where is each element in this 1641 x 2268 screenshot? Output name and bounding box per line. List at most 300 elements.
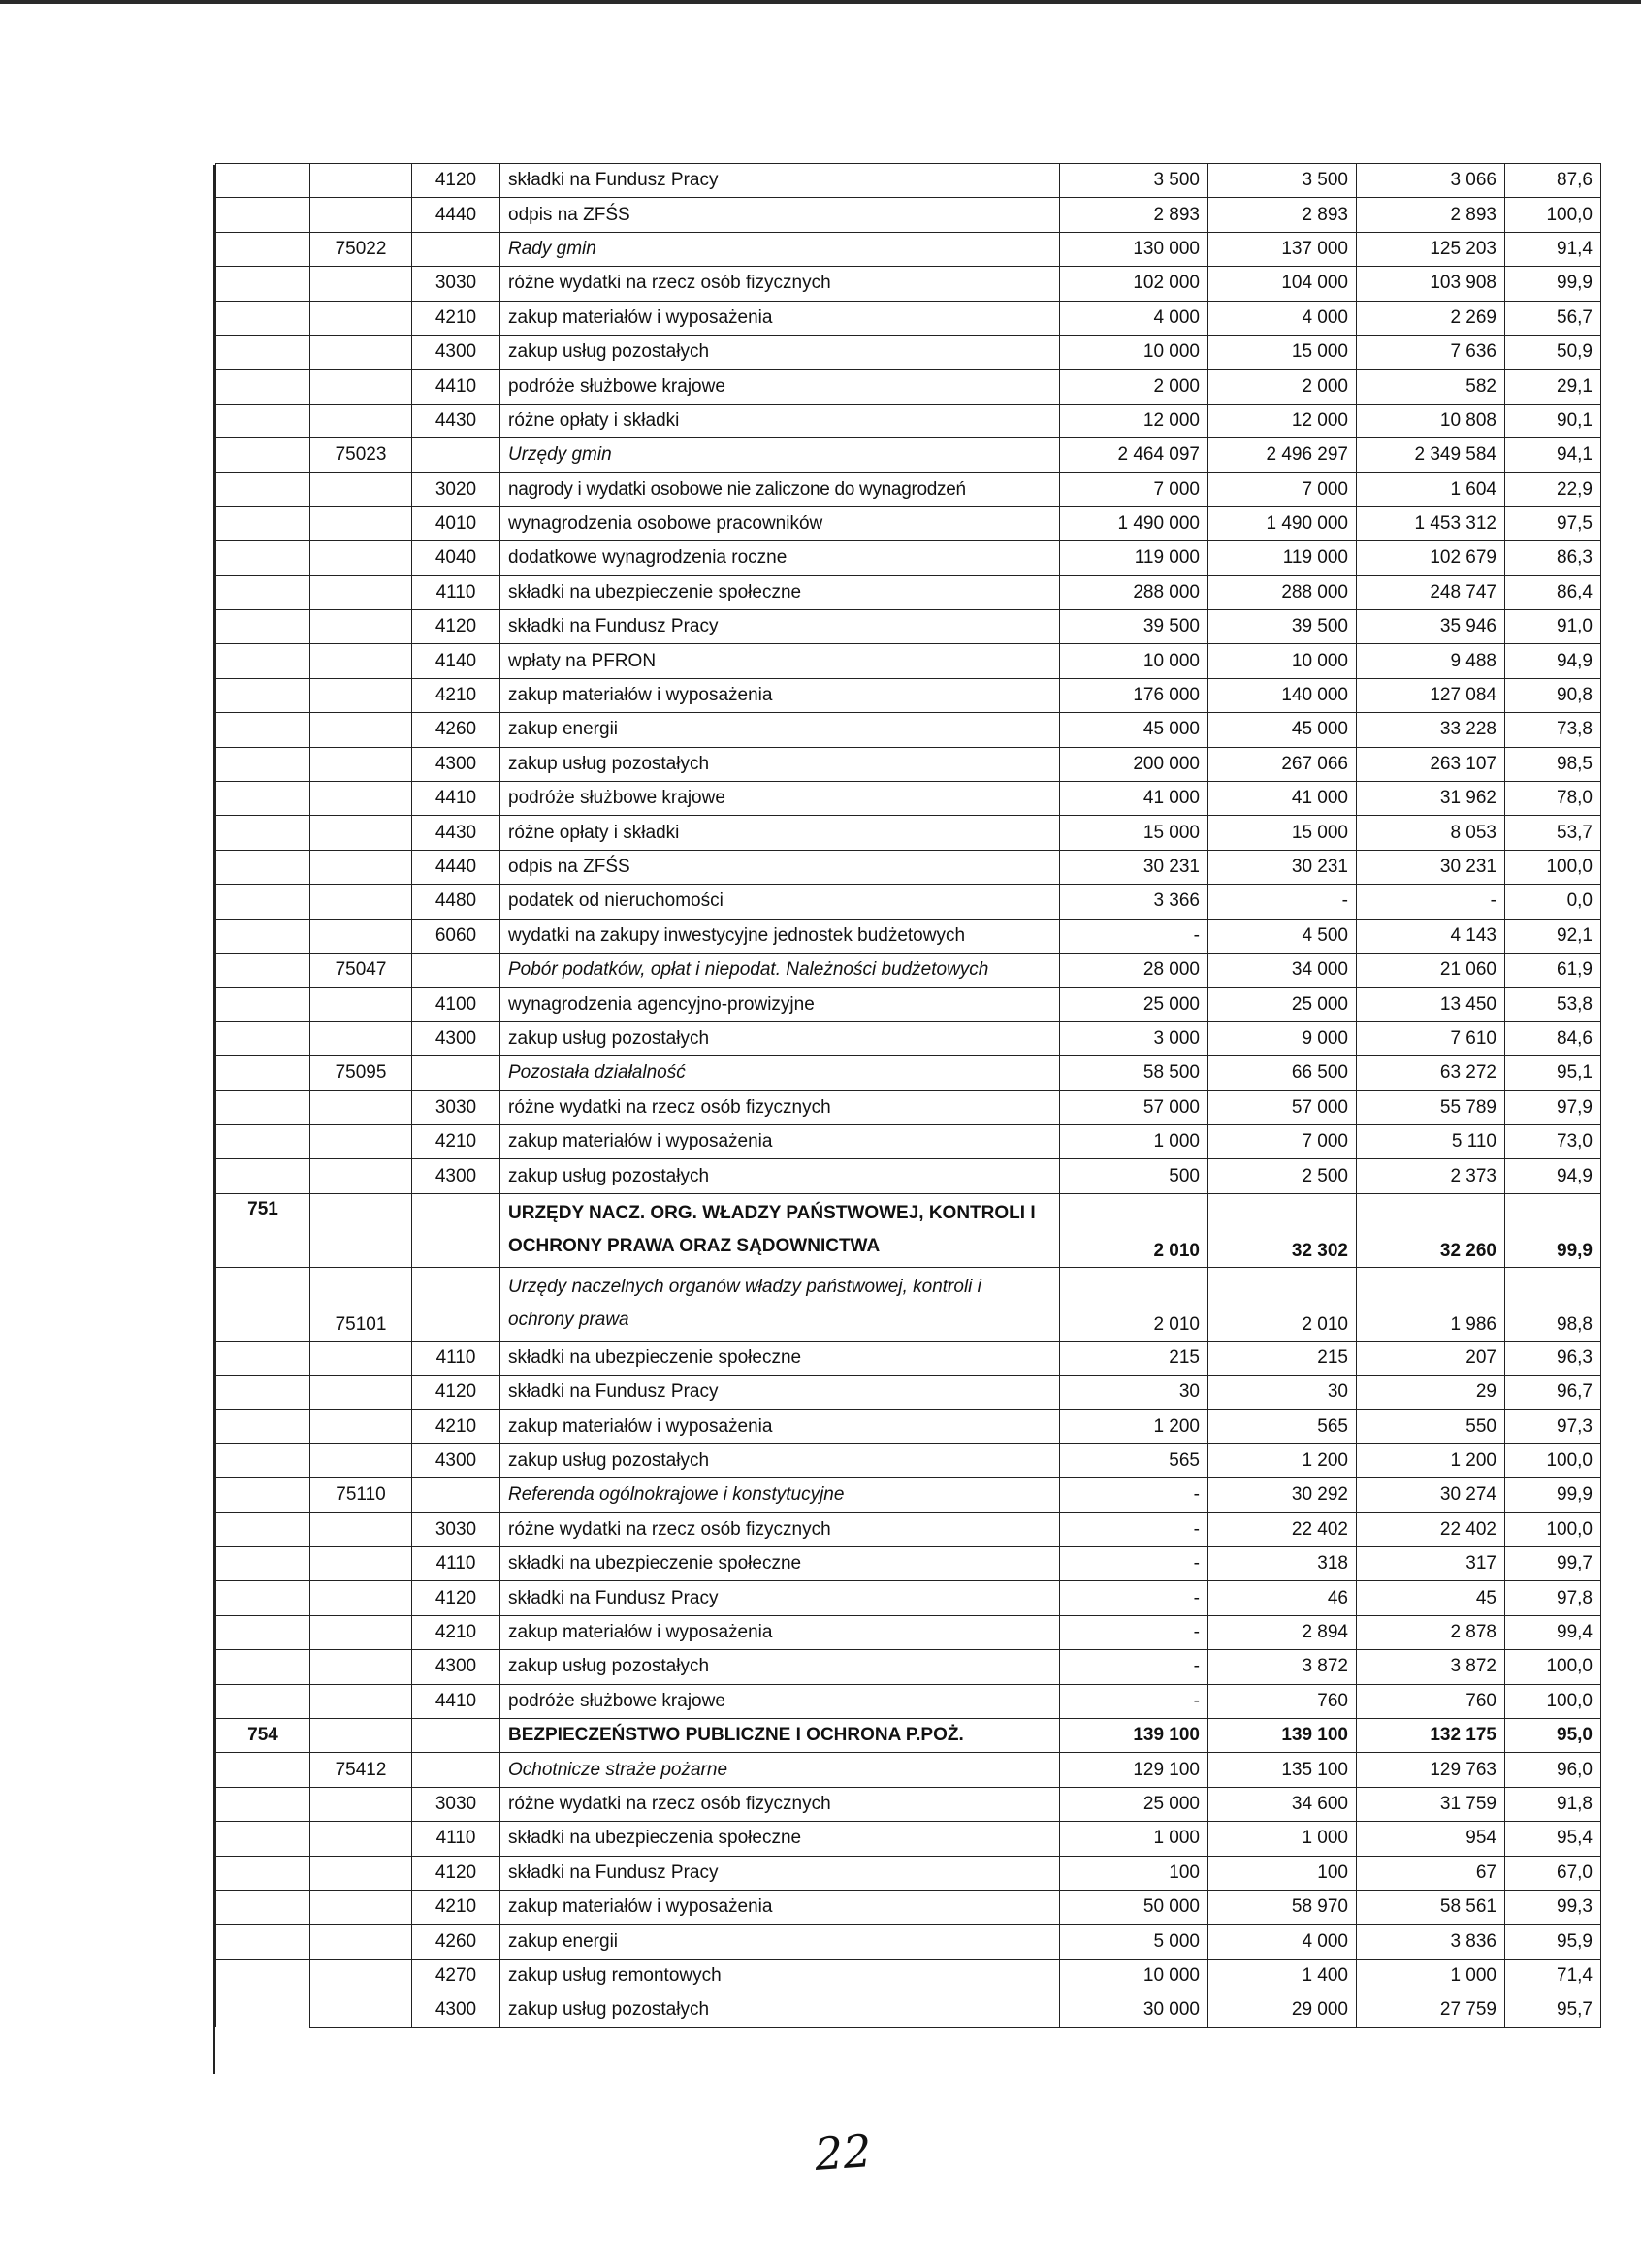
execution-cell: 21 060 xyxy=(1357,953,1505,987)
dzial-cell xyxy=(216,953,310,987)
percent-cell: 86,3 xyxy=(1505,541,1601,575)
description-cell: URZĘDY NACZ. ORG. WŁADZY PAŃSTWOWEJ, KONTROLI I OCHRONY PRAWA ORAZ SĄDOWNICTWA xyxy=(500,1193,1060,1267)
description-cell: zakup usług pozostałych xyxy=(500,1021,1060,1055)
paragraf-cell: 4260 xyxy=(412,713,500,747)
table-row xyxy=(216,1409,1601,1443)
rozdzial-cell xyxy=(310,1684,412,1718)
rozdzial-cell xyxy=(310,885,412,919)
plan-cell: 2 010 xyxy=(1060,1267,1208,1341)
rozdzial-cell xyxy=(310,1959,412,1993)
description-cell: różne wydatki na rzecz osób fizycznych xyxy=(500,1512,1060,1546)
dzial-cell xyxy=(216,885,310,919)
percent-cell: 96,7 xyxy=(1505,1376,1601,1409)
plan-after-changes-cell: 135 100 xyxy=(1208,1753,1357,1787)
execution-cell: 45 xyxy=(1357,1581,1505,1615)
dzial-cell xyxy=(216,1124,310,1158)
plan-after-changes-cell: 4 000 xyxy=(1208,301,1357,335)
dzial-cell xyxy=(216,301,310,335)
dzial-row xyxy=(216,1193,1601,1267)
description-cell: zakup usług pozostałych xyxy=(500,1993,1060,2027)
percent-cell: 97,8 xyxy=(1505,1581,1601,1615)
plan-cell: - xyxy=(1060,1615,1208,1649)
rozdzial-cell xyxy=(310,1719,412,1753)
dzial-cell xyxy=(216,370,310,404)
description-cell: zakup materiałów i wyposażenia xyxy=(500,301,1060,335)
description-cell: składki na Fundusz Pracy xyxy=(500,610,1060,644)
table-row xyxy=(216,1822,1601,1856)
plan-after-changes-cell: 100 xyxy=(1208,1856,1357,1890)
paragraf-cell: 4210 xyxy=(412,678,500,712)
paragraf-cell: 4260 xyxy=(412,1925,500,1959)
description-cell: składki na ubezpieczenie społeczne xyxy=(500,1341,1060,1375)
percent-cell: 95,9 xyxy=(1505,1925,1601,1959)
execution-cell: 103 908 xyxy=(1357,267,1505,301)
paragraf-cell xyxy=(412,232,500,266)
rozdzial-cell xyxy=(310,1787,412,1821)
dzial-cell xyxy=(216,198,310,232)
rozdzial-cell xyxy=(310,1890,412,1924)
percent-cell: 50,9 xyxy=(1505,335,1601,369)
execution-cell: - xyxy=(1357,885,1505,919)
plan-cell: 1 200 xyxy=(1060,1409,1208,1443)
plan-cell: - xyxy=(1060,1684,1208,1718)
rozdzial-cell xyxy=(310,575,412,609)
paragraf-cell: 4210 xyxy=(412,1409,500,1443)
description-cell: nagrody i wydatki osobowe nie zaliczone do wynagrodzeń xyxy=(500,472,1060,506)
dzial-cell xyxy=(216,747,310,781)
plan-cell: 28 000 xyxy=(1060,953,1208,987)
rozdzial-cell xyxy=(310,1581,412,1615)
rozdzial-cell xyxy=(310,919,412,953)
plan-after-changes-cell: 29 000 xyxy=(1208,1993,1357,2027)
plan-cell: 7 000 xyxy=(1060,472,1208,506)
plan-cell: 2 010 xyxy=(1060,1193,1208,1267)
execution-cell: 9 488 xyxy=(1357,644,1505,678)
dzial-cell xyxy=(216,1581,310,1615)
description-cell: składki na ubezpieczenia społeczne xyxy=(500,1822,1060,1856)
paragraf-cell: 4480 xyxy=(412,885,500,919)
plan-after-changes-cell: 39 500 xyxy=(1208,610,1357,644)
table-body xyxy=(216,164,1601,2028)
execution-cell: 263 107 xyxy=(1357,747,1505,781)
rozdzial-cell: 75110 xyxy=(310,1478,412,1512)
percent-cell: 100,0 xyxy=(1505,1443,1601,1477)
table-row xyxy=(216,1341,1601,1375)
execution-cell: 7 610 xyxy=(1357,1021,1505,1055)
dzial-cell xyxy=(216,1478,310,1512)
execution-cell: 63 272 xyxy=(1357,1056,1505,1090)
rozdzial-cell xyxy=(310,713,412,747)
percent-cell: 90,1 xyxy=(1505,404,1601,437)
execution-cell: 1 200 xyxy=(1357,1443,1505,1477)
paragraf-cell: 4300 xyxy=(412,1650,500,1684)
description-cell: różne wydatki na rzecz osób fizycznych xyxy=(500,267,1060,301)
description-cell: Rady gmin xyxy=(500,232,1060,266)
description-cell: składki na ubezpieczenie społeczne xyxy=(500,1547,1060,1581)
paragraf-cell: 4430 xyxy=(412,816,500,850)
plan-after-changes-cell: 104 000 xyxy=(1208,267,1357,301)
percent-cell: 100,0 xyxy=(1505,198,1601,232)
rozdzial-cell xyxy=(310,370,412,404)
plan-cell: 2 000 xyxy=(1060,370,1208,404)
execution-cell: 2 349 584 xyxy=(1357,438,1505,472)
paragraf-cell: 4120 xyxy=(412,1581,500,1615)
execution-cell: 32 260 xyxy=(1357,1193,1505,1267)
table-row xyxy=(216,1959,1601,1993)
percent-cell: 99,4 xyxy=(1505,1615,1601,1649)
table-row xyxy=(216,1890,1601,1924)
execution-cell: 760 xyxy=(1357,1684,1505,1718)
plan-cell: 25 000 xyxy=(1060,1787,1208,1821)
description-cell: zakup usług pozostałych xyxy=(500,1443,1060,1477)
rozdzial-row xyxy=(216,1267,1601,1341)
plan-after-changes-cell: 2 894 xyxy=(1208,1615,1357,1649)
dzial-cell xyxy=(216,472,310,506)
plan-cell: 1 000 xyxy=(1060,1124,1208,1158)
percent-cell: 56,7 xyxy=(1505,301,1601,335)
execution-cell: 35 946 xyxy=(1357,610,1505,644)
rozdzial-cell xyxy=(310,747,412,781)
percent-cell: 67,0 xyxy=(1505,1856,1601,1890)
percent-cell: 84,6 xyxy=(1505,1021,1601,1055)
execution-cell: 582 xyxy=(1357,370,1505,404)
rozdzial-cell xyxy=(310,1822,412,1856)
percent-cell: 94,9 xyxy=(1505,644,1601,678)
table-row xyxy=(216,1443,1601,1477)
rozdzial-row xyxy=(216,438,1601,472)
paragraf-cell: 4120 xyxy=(412,1856,500,1890)
table-row xyxy=(216,850,1601,884)
plan-after-changes-cell: 215 xyxy=(1208,1341,1357,1375)
execution-cell: 10 808 xyxy=(1357,404,1505,437)
plan-cell: 1 490 000 xyxy=(1060,506,1208,540)
description-cell: zakup usług pozostałych xyxy=(500,747,1060,781)
table-row xyxy=(216,198,1601,232)
description-cell: zakup materiałów i wyposażenia xyxy=(500,1615,1060,1649)
table-row xyxy=(216,164,1601,198)
execution-cell: 58 561 xyxy=(1357,1890,1505,1924)
table-row xyxy=(216,1159,1601,1193)
rozdzial-cell xyxy=(310,1124,412,1158)
plan-cell: 3 366 xyxy=(1060,885,1208,919)
plan-after-changes-cell: 10 000 xyxy=(1208,644,1357,678)
description-cell: Urzędy gmin xyxy=(500,438,1060,472)
plan-after-changes-cell: 45 000 xyxy=(1208,713,1357,747)
percent-cell: 95,7 xyxy=(1505,1993,1601,2027)
paragraf-cell xyxy=(412,438,500,472)
plan-after-changes-cell: 25 000 xyxy=(1208,988,1357,1021)
plan-after-changes-cell: 139 100 xyxy=(1208,1719,1357,1753)
plan-after-changes-cell: 7 000 xyxy=(1208,1124,1357,1158)
plan-cell: - xyxy=(1060,1650,1208,1684)
plan-after-changes-cell: 15 000 xyxy=(1208,335,1357,369)
paragraf-cell: 4120 xyxy=(412,610,500,644)
dzial-cell xyxy=(216,541,310,575)
rozdzial-cell: 75023 xyxy=(310,438,412,472)
dzial-cell xyxy=(216,850,310,884)
table-row xyxy=(216,1856,1601,1890)
table-row xyxy=(216,610,1601,644)
rozdzial-cell xyxy=(310,816,412,850)
description-cell: wynagrodzenia osobowe pracowników xyxy=(500,506,1060,540)
paragraf-cell: 4110 xyxy=(412,1547,500,1581)
percent-cell: 100,0 xyxy=(1505,1650,1601,1684)
execution-cell: 125 203 xyxy=(1357,232,1505,266)
description-cell: BEZPIECZEŃSTWO PUBLICZNE I OCHRONA P.POŻ. xyxy=(500,1719,1060,1753)
rozdzial-cell: 75047 xyxy=(310,953,412,987)
dzial-cell xyxy=(216,335,310,369)
percent-cell: 73,0 xyxy=(1505,1124,1601,1158)
percent-cell: 98,5 xyxy=(1505,747,1601,781)
description-cell: odpis na ZFŚS xyxy=(500,850,1060,884)
description-cell: różne wydatki na rzecz osób fizycznych xyxy=(500,1787,1060,1821)
plan-cell: 30 xyxy=(1060,1376,1208,1409)
plan-after-changes-cell: 34 600 xyxy=(1208,1787,1357,1821)
rozdzial-cell xyxy=(310,1993,412,2027)
description-cell: różne wydatki na rzecz osób fizycznych xyxy=(500,1090,1060,1124)
execution-cell: 1 000 xyxy=(1357,1959,1505,1993)
plan-cell: 5 000 xyxy=(1060,1925,1208,1959)
dzial-cell xyxy=(216,1376,310,1409)
dzial-cell xyxy=(216,404,310,437)
percent-cell: 91,0 xyxy=(1505,610,1601,644)
paragraf-cell: 4210 xyxy=(412,1615,500,1649)
description-cell: Urzędy naczelnych organów władzy państwowej, kontroli i ochrony prawa xyxy=(500,1267,1060,1341)
execution-cell: 67 xyxy=(1357,1856,1505,1890)
percent-cell: 71,4 xyxy=(1505,1959,1601,1993)
description-cell: zakup materiałów i wyposażenia xyxy=(500,678,1060,712)
paragraf-cell: 4210 xyxy=(412,301,500,335)
plan-cell: 39 500 xyxy=(1060,610,1208,644)
rozdzial-cell xyxy=(310,988,412,1021)
table-row xyxy=(216,335,1601,369)
percent-cell: 99,7 xyxy=(1505,1547,1601,1581)
paragraf-cell: 4110 xyxy=(412,1822,500,1856)
execution-cell: 132 175 xyxy=(1357,1719,1505,1753)
execution-cell: 1 986 xyxy=(1357,1267,1505,1341)
description-cell: dodatkowe wynagrodzenia roczne xyxy=(500,541,1060,575)
paragraf-cell: 3030 xyxy=(412,267,500,301)
rozdzial-cell xyxy=(310,1341,412,1375)
paragraf-cell: 4300 xyxy=(412,747,500,781)
table-row xyxy=(216,713,1601,747)
plan-cell: - xyxy=(1060,1512,1208,1546)
table-row xyxy=(216,1090,1601,1124)
dzial-cell xyxy=(216,1056,310,1090)
plan-cell: 15 000 xyxy=(1060,816,1208,850)
dzial-cell xyxy=(216,1959,310,1993)
description-cell: odpis na ZFŚS xyxy=(500,198,1060,232)
dzial-cell xyxy=(216,644,310,678)
table-row xyxy=(216,919,1601,953)
execution-cell: 1 453 312 xyxy=(1357,506,1505,540)
plan-after-changes-cell: 46 xyxy=(1208,1581,1357,1615)
table-row xyxy=(216,1581,1601,1615)
plan-cell: 10 000 xyxy=(1060,335,1208,369)
execution-cell: 22 402 xyxy=(1357,1512,1505,1546)
paragraf-cell: 4040 xyxy=(412,541,500,575)
plan-after-changes-cell: 3 872 xyxy=(1208,1650,1357,1684)
paragraf-cell: 4100 xyxy=(412,988,500,1021)
rozdzial-cell xyxy=(310,610,412,644)
plan-after-changes-cell: 137 000 xyxy=(1208,232,1357,266)
execution-cell: 33 228 xyxy=(1357,713,1505,747)
table-row xyxy=(216,1512,1601,1546)
paragraf-cell: 4140 xyxy=(412,644,500,678)
paragraf-cell: 6060 xyxy=(412,919,500,953)
rozdzial-row xyxy=(216,232,1601,266)
dzial-cell xyxy=(216,713,310,747)
plan-after-changes-cell: 30 231 xyxy=(1208,850,1357,884)
paragraf-cell: 4010 xyxy=(412,506,500,540)
table-row xyxy=(216,885,1601,919)
plan-cell: 10 000 xyxy=(1060,644,1208,678)
plan-after-changes-cell: 30 xyxy=(1208,1376,1357,1409)
paragraf-cell: 4110 xyxy=(412,575,500,609)
dzial-cell xyxy=(216,816,310,850)
percent-cell: 86,4 xyxy=(1505,575,1601,609)
table-row xyxy=(216,747,1601,781)
execution-cell: 31 962 xyxy=(1357,782,1505,816)
plan-after-changes-cell: 2 893 xyxy=(1208,198,1357,232)
plan-cell: 58 500 xyxy=(1060,1056,1208,1090)
plan-after-changes-cell: 2 000 xyxy=(1208,370,1357,404)
paragraf-cell: 4120 xyxy=(412,164,500,198)
plan-after-changes-cell: 119 000 xyxy=(1208,541,1357,575)
rozdzial-cell xyxy=(310,1512,412,1546)
dzial-cell: 754 xyxy=(216,1719,310,1753)
percent-cell: 97,9 xyxy=(1505,1090,1601,1124)
table-row xyxy=(216,644,1601,678)
plan-after-changes-cell: 318 xyxy=(1208,1547,1357,1581)
table-row xyxy=(216,782,1601,816)
plan-cell: 2 893 xyxy=(1060,198,1208,232)
rozdzial-cell xyxy=(310,506,412,540)
plan-cell: 3 000 xyxy=(1060,1021,1208,1055)
execution-cell: 2 269 xyxy=(1357,301,1505,335)
description-cell: składki na Fundusz Pracy xyxy=(500,164,1060,198)
rozdzial-cell xyxy=(310,472,412,506)
rozdzial-cell xyxy=(310,198,412,232)
description-cell: wpłaty na PFRON xyxy=(500,644,1060,678)
description-cell: Referenda ogólnokrajowe i konstytucyjne xyxy=(500,1478,1060,1512)
dzial-cell xyxy=(216,610,310,644)
plan-cell: 139 100 xyxy=(1060,1719,1208,1753)
plan-after-changes-cell: 66 500 xyxy=(1208,1056,1357,1090)
description-cell: zakup materiałów i wyposażenia xyxy=(500,1409,1060,1443)
description-cell: składki na ubezpieczenie społeczne xyxy=(500,575,1060,609)
plan-after-changes-cell: - xyxy=(1208,885,1357,919)
execution-cell: 2 373 xyxy=(1357,1159,1505,1193)
plan-after-changes-cell: 565 xyxy=(1208,1409,1357,1443)
plan-cell: - xyxy=(1060,1478,1208,1512)
budget-expenditure-table xyxy=(215,163,1601,2028)
dzial-cell xyxy=(216,919,310,953)
rozdzial-cell xyxy=(310,164,412,198)
plan-after-changes-cell: 34 000 xyxy=(1208,953,1357,987)
description-cell: podróże służbowe krajowe xyxy=(500,370,1060,404)
paragraf-cell: 4270 xyxy=(412,1959,500,1993)
dzial-cell xyxy=(216,1650,310,1684)
dzial-cell: 751 xyxy=(216,1193,310,1267)
execution-cell: 55 789 xyxy=(1357,1090,1505,1124)
execution-cell: 29 xyxy=(1357,1376,1505,1409)
execution-cell: 954 xyxy=(1357,1822,1505,1856)
execution-cell: 3 872 xyxy=(1357,1650,1505,1684)
description-cell: podróże służbowe krajowe xyxy=(500,1684,1060,1718)
plan-after-changes-cell: 1 400 xyxy=(1208,1959,1357,1993)
execution-cell: 8 053 xyxy=(1357,816,1505,850)
execution-cell: 7 636 xyxy=(1357,335,1505,369)
paragraf-cell: 4300 xyxy=(412,1993,500,2027)
description-cell: zakup usług pozostałych xyxy=(500,335,1060,369)
execution-cell: 30 231 xyxy=(1357,850,1505,884)
plan-after-changes-cell: 760 xyxy=(1208,1684,1357,1718)
plan-cell: 215 xyxy=(1060,1341,1208,1375)
execution-cell: 550 xyxy=(1357,1409,1505,1443)
dzial-cell xyxy=(216,1512,310,1546)
rozdzial-cell xyxy=(310,335,412,369)
paragraf-cell: 4440 xyxy=(412,198,500,232)
dzial-cell xyxy=(216,267,310,301)
plan-cell: - xyxy=(1060,1581,1208,1615)
percent-cell: 99,9 xyxy=(1505,1478,1601,1512)
execution-cell: 3 066 xyxy=(1357,164,1505,198)
percent-cell: 78,0 xyxy=(1505,782,1601,816)
dzial-cell xyxy=(216,506,310,540)
percent-cell: 92,1 xyxy=(1505,919,1601,953)
description-cell: podróże służbowe krajowe xyxy=(500,782,1060,816)
execution-cell: 5 110 xyxy=(1357,1124,1505,1158)
table-row xyxy=(216,506,1601,540)
paragraf-cell xyxy=(412,1267,500,1341)
plan-cell: 2 464 097 xyxy=(1060,438,1208,472)
execution-cell: 4 143 xyxy=(1357,919,1505,953)
paragraf-cell: 3030 xyxy=(412,1090,500,1124)
dzial-cell xyxy=(216,1159,310,1193)
plan-after-changes-cell: 4 000 xyxy=(1208,1925,1357,1959)
plan-after-changes-cell: 15 000 xyxy=(1208,816,1357,850)
paragraf-cell: 4110 xyxy=(412,1341,500,1375)
plan-cell: 119 000 xyxy=(1060,541,1208,575)
dzial-cell xyxy=(216,1341,310,1375)
percent-cell: 95,1 xyxy=(1505,1056,1601,1090)
percent-cell: 91,4 xyxy=(1505,232,1601,266)
table-row xyxy=(216,678,1601,712)
plan-cell: 500 xyxy=(1060,1159,1208,1193)
plan-after-changes-cell: 32 302 xyxy=(1208,1193,1357,1267)
plan-cell: 25 000 xyxy=(1060,988,1208,1021)
rozdzial-cell xyxy=(310,1090,412,1124)
description-cell: składki na Fundusz Pracy xyxy=(500,1581,1060,1615)
paragraf-cell: 4210 xyxy=(412,1890,500,1924)
description-cell: zakup usług pozostałych xyxy=(500,1650,1060,1684)
table-row xyxy=(216,1787,1601,1821)
description-cell: Pobór podatków, opłat i niepodat. Należności budżetowych xyxy=(500,953,1060,987)
execution-cell: 127 084 xyxy=(1357,678,1505,712)
dzial-cell xyxy=(216,1409,310,1443)
table-row xyxy=(216,575,1601,609)
paragraf-cell xyxy=(412,1478,500,1512)
plan-cell: 100 xyxy=(1060,1856,1208,1890)
paragraf-cell: 4440 xyxy=(412,850,500,884)
plan-cell: 12 000 xyxy=(1060,404,1208,437)
rozdzial-cell xyxy=(310,1193,412,1267)
rozdzial-cell xyxy=(310,644,412,678)
dzial-cell xyxy=(216,1021,310,1055)
table-row xyxy=(216,1021,1601,1055)
rozdzial-cell xyxy=(310,301,412,335)
